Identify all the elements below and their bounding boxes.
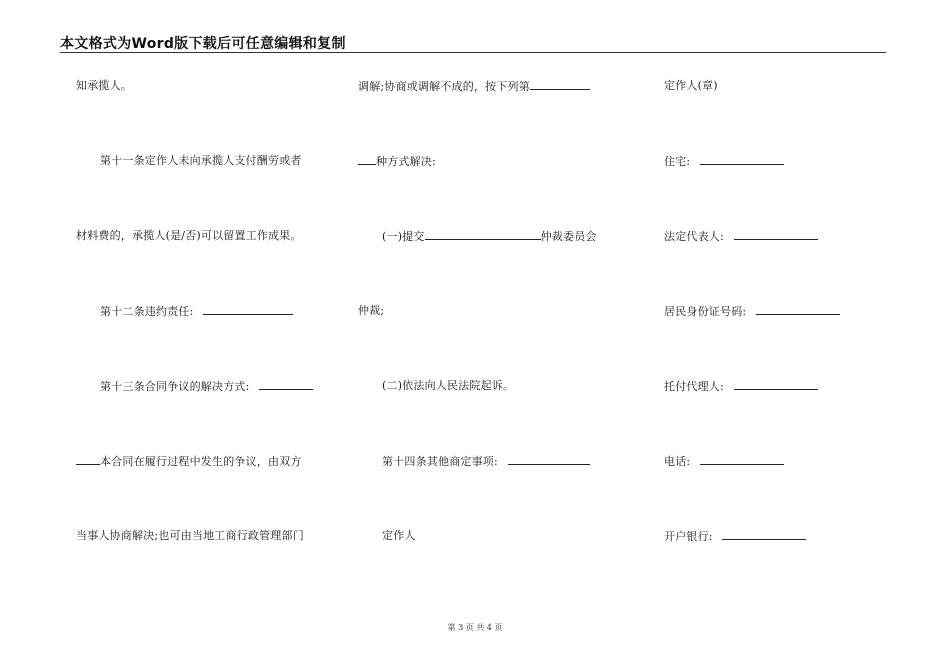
text-line (76, 454, 302, 469)
fill-blank (734, 229, 818, 240)
text-line: 定作人 (382, 529, 416, 542)
page-header-title: 本文格式为Word版下载后可任意编辑和复制 (60, 36, 346, 52)
text-line (76, 304, 293, 319)
fill-blank (203, 304, 293, 315)
text-line (664, 379, 818, 394)
fill-blank (530, 79, 590, 90)
text-line (358, 79, 590, 94)
clause-text: 种方式解决: (376, 155, 436, 168)
text-line: 定作人(章) (664, 79, 718, 92)
text-line (664, 229, 818, 244)
clause-label: 第十四条其他商定事项: (382, 455, 498, 468)
clause-text: 本合同在履行过程中发生的争议，由双方 (100, 455, 302, 468)
fill-blank (700, 454, 784, 465)
field-label: 开户银行: (664, 530, 713, 543)
text-line: 第十一条定作人未向承揽人支付酬劳或者 (100, 154, 302, 167)
field-label: 托付代理人: (664, 380, 724, 393)
text-line: 当事人协商解决;也可由当地工商行政管理部门 (76, 529, 304, 542)
clause-label: 第十二条违约责任: (100, 305, 194, 318)
field-label: 电话: (664, 455, 691, 468)
text-line (358, 454, 590, 469)
fill-blank (425, 229, 541, 240)
field-label: 法定代表人: (664, 230, 724, 243)
text-line (358, 154, 436, 169)
text-line (664, 454, 784, 469)
fill-blank (722, 529, 806, 540)
clause-text: 仲裁委员会 (540, 230, 597, 243)
fill-blank (259, 379, 313, 390)
fill-blank (508, 454, 590, 465)
header-rule (60, 52, 886, 53)
text-line (664, 304, 840, 319)
field-label: 住宅: (664, 155, 691, 168)
text-line: (二)依法向人民法院起诉。 (382, 379, 515, 392)
text-line (76, 379, 313, 394)
fill-blank (734, 379, 818, 390)
clause-text: 调解;协商或调解不成的，按下列第 (358, 80, 530, 93)
fill-blank (358, 154, 376, 165)
fill-blank (700, 154, 784, 165)
fill-blank (756, 304, 840, 315)
text-line (664, 529, 806, 544)
text-line: 仲裁; (358, 304, 385, 317)
fill-blank (76, 454, 100, 465)
clause-label: 第十三条合同争议的解决方式: (100, 380, 250, 393)
text-line (664, 154, 784, 169)
text-line (358, 229, 597, 244)
page-number-footer: 第 3 页 共 4 页 (447, 623, 503, 632)
clause-text: (一)提交 (382, 230, 425, 243)
text-line: 材料费的，承揽人(是/否)可以留置工作成果。 (76, 229, 302, 242)
field-label: 居民身份证号码: (664, 305, 747, 318)
text-line: 知承揽人。 (76, 79, 132, 92)
